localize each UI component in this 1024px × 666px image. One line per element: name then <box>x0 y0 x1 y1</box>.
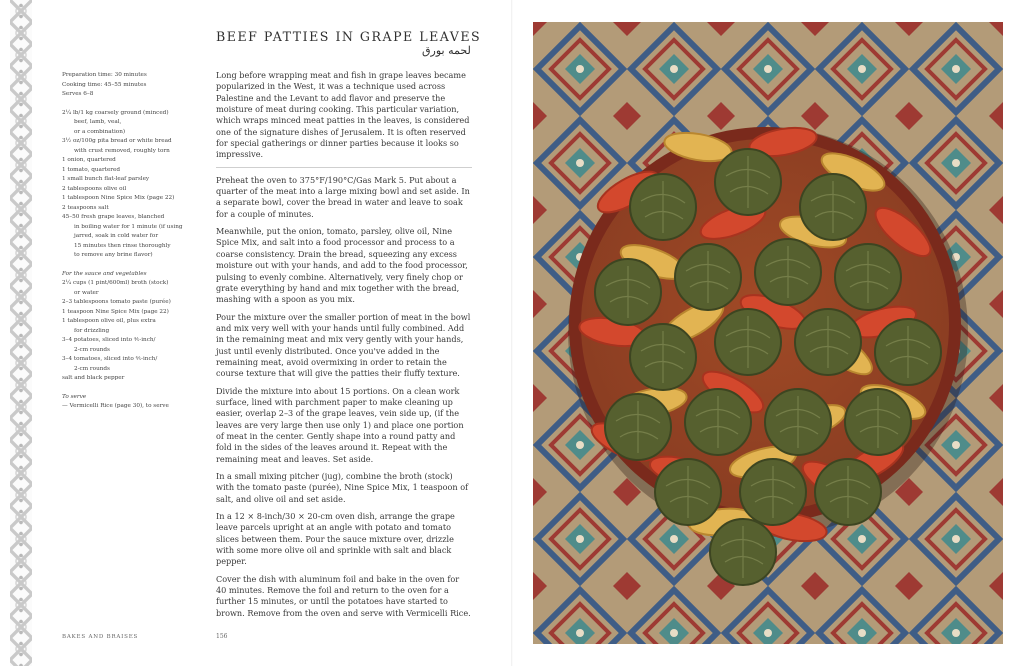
servings: Serves 6–8 <box>62 91 94 97</box>
method-step: Pour the mixture over the smaller portion of meat in the bowl and mix very well with your hands until fully combined. Add in the remaining meat and mix very gently with your hands, just until evenly distributed. Once you've added in the remaining meat, avoid overmixing in order to retain the course texture that will give the patties their fluffy texture. <box>216 311 471 379</box>
decorative-border <box>10 0 32 666</box>
intro-paragraph: Long before wrapping meat and fish in grape leaves became popularized in the West, it was a technique used across Palestine and the Levant to add flavor and preserve the moisture of meat during cooking. This particular variation, which wraps minced meat patties in the leaves, is considered one of the signature dishes of Jerusalem. It is often reserved for special gatherings or dinner parties because it looks so impressive. <box>216 70 470 160</box>
book-gutter <box>511 0 513 666</box>
ingredients-sidebar <box>62 71 212 412</box>
ingredient-list <box>62 109 212 261</box>
sauce-ingredient-line: 1 tablespoon olive oil, plus extra <box>62 318 156 324</box>
sauce-ingredient-line: 1 teaspoon Nine Spice Mix (page 22) <box>62 308 169 315</box>
method-steps <box>216 175 472 619</box>
method-step: Meanwhile, put the onion, tomato, parsley, olive oil, Nine Spice Mix, and salt into a food processor and process to a coarse consistency. Drain the bread, squeezing any excess moisture out with your hands, and add to the food processor, pulsing to evenly combine. Alternatively, very finely chop or grate everything by hand and mix together with the bread, mashing with a spoon as you mix. <box>216 226 468 305</box>
sauce-list <box>62 279 212 384</box>
recipe-body <box>216 70 472 625</box>
ingredient-line: in boiling water for 1 minute (if using <box>74 223 183 230</box>
recipe-arabic-title: لحمه بورق <box>422 44 471 57</box>
sauce-ingredient-line: 2–3 tablespoons tomato paste (purée) <box>62 299 171 305</box>
method-step: In a small mixing pitcher (jug), combine the broth (stock) with the tomato paste (purée), Nine Spice Mix, 1 teaspoon of salt, and olive oil and set aside. <box>216 471 469 504</box>
ingredient-line: 2 tablespoons olive oil <box>62 185 127 192</box>
ingredient-line: 2 teaspoons salt <box>62 204 109 211</box>
ingredient-line: 1 tablespoon Nine Spice Mix (page 22) <box>62 195 175 201</box>
sauce-ingredient-line: 2-cm rounds <box>74 346 110 353</box>
dish-photo-art <box>533 22 1003 644</box>
ingredient-line: 45–50 fresh grape leaves, blanched <box>62 214 165 220</box>
prep-time: Preparation time: 30 minutes <box>62 72 147 78</box>
section-name: BAKES AND BRAISES <box>62 634 139 640</box>
serve-item: — Vermicelli Rice (page 30), to serve <box>62 403 169 409</box>
method-step: Cover the dish with aluminum foil and bake in the oven for 40 minutes. Remove the foil and return to the oven for a further 15 minutes, or until the potatoes have started to brown. Remove from the oven and serve with Vermicelli Rice. <box>216 573 471 618</box>
sauce-heading: For the sauce and vegetables <box>62 270 147 277</box>
ingredient-line: to remove any brine flavor) <box>74 252 153 258</box>
recipe-title: BEEF PATTIES IN GRAPE LEAVES <box>216 29 482 44</box>
ingredient-line: 15 minutes then rinse thoroughly <box>74 242 171 249</box>
ingredient-line: 1 onion, quartered <box>62 157 116 163</box>
sauce-ingredient-line: 2-cm rounds <box>74 365 110 372</box>
divider <box>216 167 472 168</box>
ingredient-line: or a combination) <box>74 128 126 135</box>
sauce-ingredient-line: for drizzling <box>74 327 110 334</box>
sauce-ingredient-line: salt and black pepper <box>62 375 125 381</box>
sauce-ingredient-line: 2¼ cups (1 pint/600ml) broth (stock) <box>62 280 169 286</box>
sauce-ingredient-line: 3–4 tomatoes, sliced into ⅘-inch/ <box>62 356 158 362</box>
ingredient-line: 2¼ lb/1 kg coarsely ground (minced) <box>62 109 169 116</box>
sauce-ingredient-line: or water <box>74 289 99 296</box>
page-number: 156 <box>216 633 228 640</box>
ingredient-line: 1 small bunch flat-leaf parsley <box>62 176 150 182</box>
ingredient-line: 3½ oz/100g pita bread or white bread <box>62 138 172 144</box>
sauce-ingredient-line: 3–4 potatoes, sliced into ⅘-inch/ <box>62 337 156 343</box>
ingredient-line: beef, lamb, veal, <box>74 119 122 125</box>
method-step: Preheat the oven to 375°F/190°C/Gas Mark 5. Put about a quarter of the meat into a large mixing bowl and set aside. In a separate bowl, cover the bread in water and leave to soak for a couple of minutes. <box>216 174 470 219</box>
ingredient-line: jarred, soak in cold water for <box>74 233 159 239</box>
ingredient-line: with crust removed, roughly torn <box>74 147 170 154</box>
method-step: In a 12 × 8-inch/30 × 20-cm oven dish, arrange the grape leave parcels upright at an angle with potato and tomato slices between them. Pour the sauce mixture over, drizzle with some more olive oil and sprinkle with salt and black pepper. <box>216 511 455 567</box>
method-step: Divide the mixture into about 15 portions. On a clean work surface, lined with parchment paper to make cleaning up easier, overlap 2–3 of the grape leaves, vein side up, (if the leaves are very large then use only 1) and place one portion of meat in the center. Gently shape into a round patty and fold in the sides of the leaves around it. Repeat with the remaining meat and leaves. Set aside. <box>216 385 464 464</box>
serve-heading: To serve <box>62 393 87 400</box>
ingredient-line: 1 tomato, quartered <box>62 166 121 173</box>
cook-time: Cooking time: 45–55 minutes <box>62 81 147 88</box>
dish-photo <box>533 22 1003 644</box>
